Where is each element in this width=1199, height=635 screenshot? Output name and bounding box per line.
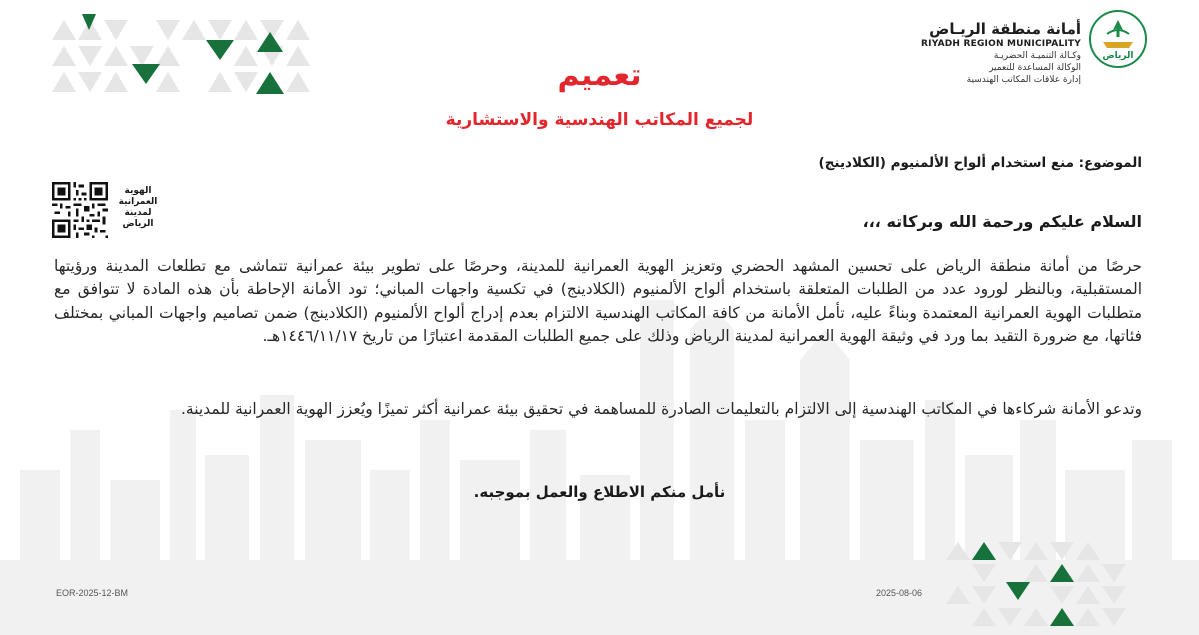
qr-block bbox=[52, 182, 162, 242]
body-paragraph-2: وتدعو الأمانة شركاءها في المكاتب الهندسية إلى الالتزام بالتعليمات الصادرة للمساهمة في تحقيق بيئة عمرانية أكثر تميزًا ويُعزز الهوية العمرانية للمدينة. bbox=[181, 400, 1142, 418]
subject-line: الموضوع: منع استخدام ألواح الألمنيوم (الكلادينج) bbox=[818, 155, 1142, 171]
deputy-agency-name: الوكالة المساعدة للتعمير bbox=[989, 63, 1081, 73]
qr-label: الهوية العمرانية لمدينة الرياض bbox=[118, 186, 158, 229]
geometric-pattern-bottom bbox=[946, 538, 1146, 630]
emblem-text: الرياض bbox=[1102, 51, 1134, 61]
issue-date: 2025-08-06 bbox=[876, 588, 923, 598]
body-paragraph-1: حرصًا من أمانة منطقة الرياض على تحسين المشهد الحضري وتعزيز الهوية العمرانية للمدينة، وحرصًا على تطوير بيئة عمرانية تتماشى مع تطلعات المدينة ورؤيتها المستقبلية، وبالنظر لورود عدد من الطلبات المتعلقة باستخدام ألواح الألمنيوم (الكلادينج) في تكسية واجهات المباني؛ تود الأمانة الإحاطة بأن هذه المادة لا تتوافق مع متطلبات الهوية العمرانية المعتمدة وبناءً عليه، تأمل الأمانة من كافة المكاتب الهندسية الالتزام بعدم إدراج ألواح الألمنيوم (الكلادينج) ضمن تصاميم واجهات المباني بمختلف فئاتها، مع ضرورة التقيد بما ورد في وثيقة الهوية العمرانية لمدينة الرياض وذلك على جميع الطلبات المقدمة اعتبارًا من تاريخ ١٤٤٦/١١/١٧هـ. bbox=[54, 257, 1142, 345]
page-title: تعميم bbox=[557, 58, 642, 93]
reference-number: EOR-2025-12-BM bbox=[56, 588, 129, 598]
org-name-en: RIYADH REGION MUNICIPALITY bbox=[921, 39, 1081, 49]
qr-code-icon[interactable] bbox=[52, 182, 108, 238]
agency-name: وكـالة التنميـة الحضريـة bbox=[993, 51, 1081, 61]
closing-statement: نأمل منكم الاطلاع والعمل بموجبه. bbox=[473, 483, 726, 501]
page-subtitle: لجميع المكاتب الهندسية والاستشارية bbox=[445, 110, 754, 130]
org-name-ar: أمانة منطقة الريـاض bbox=[929, 20, 1081, 38]
department-name: إدارة علاقات المكاتب الهندسية bbox=[966, 75, 1081, 85]
greeting: السلام عليكم ورحمة الله وبركاته ،،، bbox=[862, 212, 1142, 231]
